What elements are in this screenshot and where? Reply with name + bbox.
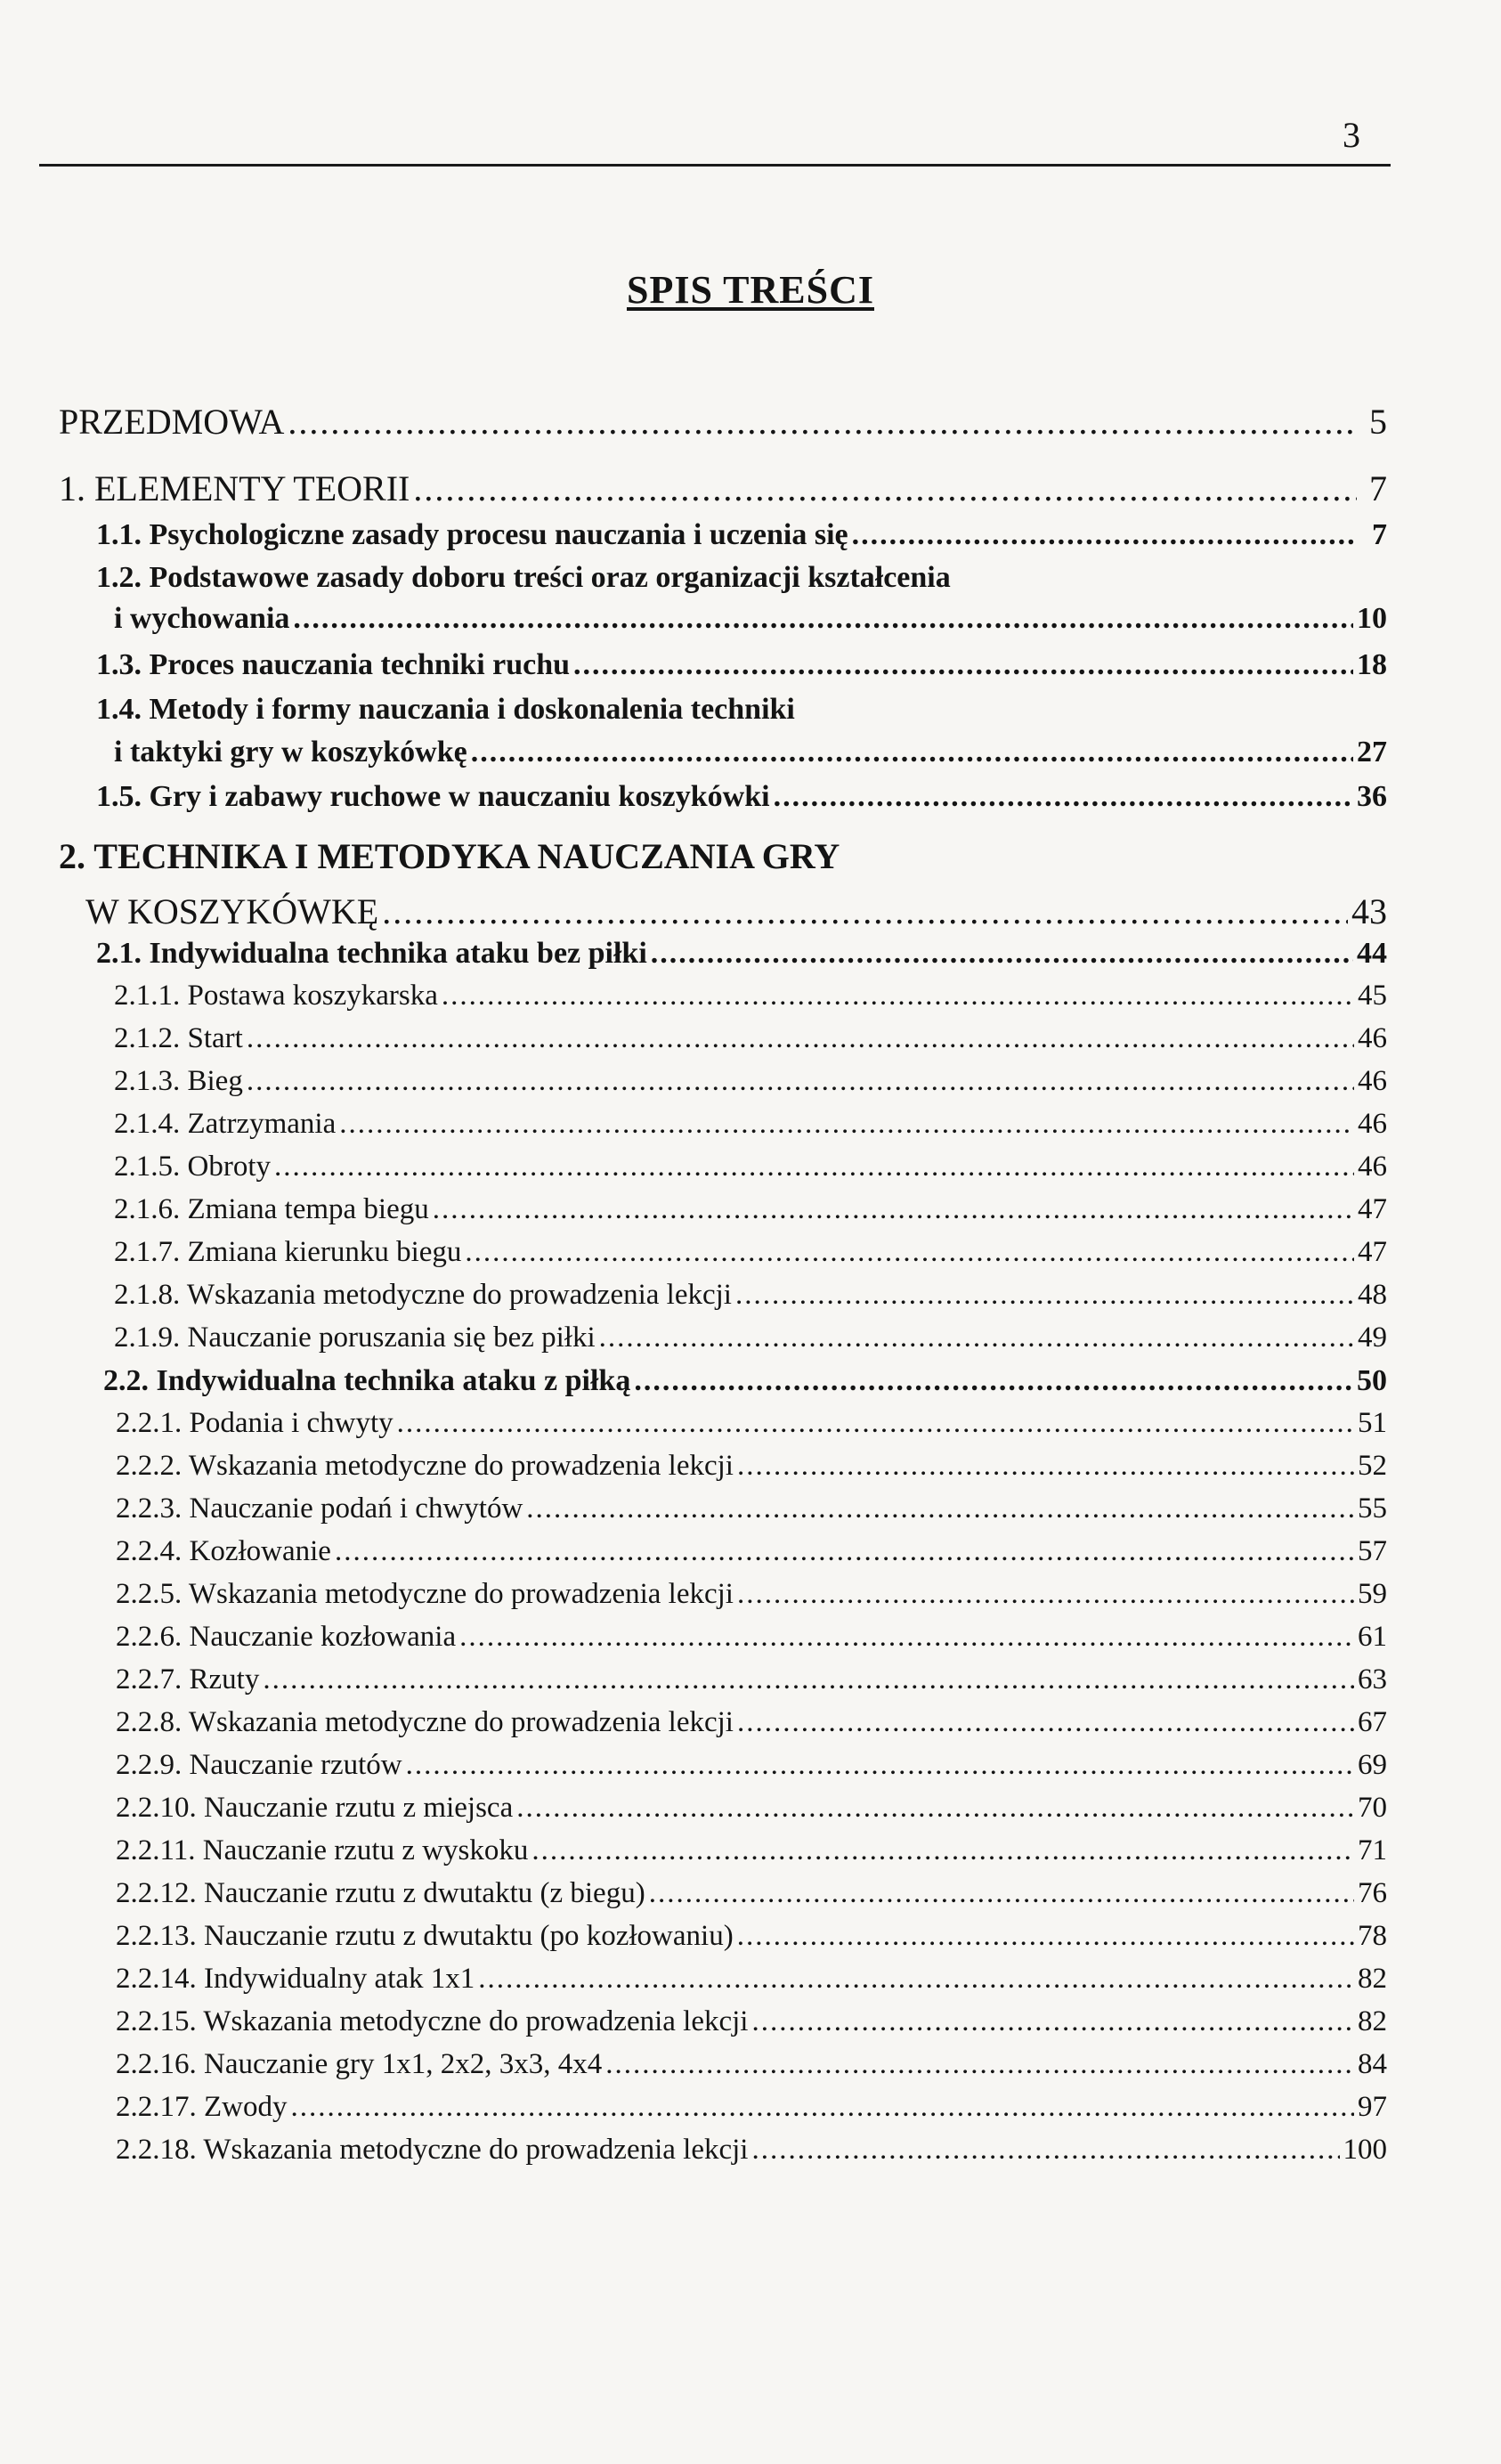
toc-entry[interactable] xyxy=(116,1877,1387,1910)
toc-entry[interactable] xyxy=(96,518,1387,552)
toc-page-number: 46 xyxy=(1358,1108,1387,1140)
toc-page-number: 7 xyxy=(1369,468,1387,508)
toc-page-number: 76 xyxy=(1358,1877,1387,1909)
toc-page-number: 78 xyxy=(1358,1920,1387,1952)
toc-entry-label: 1.4. Metody i formy nauczania i doskonalenia techniki xyxy=(96,693,795,726)
dot-leader xyxy=(247,1065,1354,1098)
toc-entry[interactable] xyxy=(116,1450,1387,1483)
toc-entry[interactable] xyxy=(114,1151,1387,1183)
toc-entry-label: 2.2.12. Nauczanie rzutu z dwutaktu (z biegu) xyxy=(116,1877,645,1909)
toc-entry[interactable] xyxy=(116,2005,1387,2038)
toc-entry-label: 2. TECHNIKA I METODYKA NAUCZANIA GRY xyxy=(59,836,840,876)
toc-entry[interactable] xyxy=(116,1663,1387,1696)
toc-page-number: 46 xyxy=(1358,1065,1387,1097)
toc-entry[interactable] xyxy=(59,468,1387,509)
dot-leader xyxy=(526,1492,1354,1525)
toc-page-number: 48 xyxy=(1358,1279,1387,1311)
toc-entry-label: 2.2.14. Indywidualny atak 1x1 xyxy=(116,1963,475,1995)
toc-page-number: 70 xyxy=(1358,1792,1387,1824)
toc-entry[interactable] xyxy=(114,1022,1387,1055)
dot-leader xyxy=(288,401,1357,443)
toc-page-number: 97 xyxy=(1358,2091,1387,2123)
dot-leader xyxy=(471,736,1353,769)
toc-entry[interactable] xyxy=(114,1279,1387,1312)
dot-leader xyxy=(335,1535,1354,1568)
toc-entry[interactable] xyxy=(116,1492,1387,1525)
toc-page-number: 52 xyxy=(1358,1450,1387,1482)
dot-leader xyxy=(774,780,1353,814)
toc-entry[interactable] xyxy=(116,1578,1387,1611)
toc-entry[interactable] xyxy=(59,401,1387,443)
dot-leader xyxy=(478,1963,1354,1996)
toc-page-number: 44 xyxy=(1357,937,1387,970)
toc-entry[interactable] xyxy=(116,2134,1387,2167)
toc-entry[interactable] xyxy=(114,980,1387,1012)
toc-entry[interactable] xyxy=(114,1065,1387,1098)
toc-entry[interactable] xyxy=(114,1236,1387,1269)
toc-entry[interactable] xyxy=(116,1621,1387,1654)
toc-entry[interactable] xyxy=(116,2091,1387,2124)
toc-entry[interactable] xyxy=(116,1792,1387,1825)
toc-page-number: 43 xyxy=(1351,891,1387,931)
dot-leader xyxy=(382,890,1348,932)
toc-entry-label: 1. ELEMENTY TEORII xyxy=(59,468,410,508)
dot-leader xyxy=(634,1364,1353,1398)
toc-entry[interactable] xyxy=(114,602,1387,636)
dot-leader xyxy=(413,468,1357,509)
toc-entry-label: 2.2.9. Nauczanie rzutów xyxy=(116,1749,402,1781)
toc-entry[interactable] xyxy=(114,1193,1387,1226)
toc-entry[interactable] xyxy=(103,1364,1387,1398)
dot-leader xyxy=(573,648,1353,682)
dot-leader xyxy=(751,2134,1339,2167)
toc-page-number: 82 xyxy=(1358,2005,1387,2037)
toc-entry-label: 1.3. Proces nauczania techniki ruchu xyxy=(96,648,571,681)
toc-page-number: 10 xyxy=(1357,602,1387,635)
toc-entry[interactable] xyxy=(116,1963,1387,1996)
toc-entry[interactable] xyxy=(116,2048,1387,2081)
toc-entry[interactable] xyxy=(96,648,1387,682)
toc-entry-label: 2.2.2. Wskazania metodyczne do prowadzenia lekcji xyxy=(116,1450,734,1482)
dot-leader xyxy=(651,937,1353,971)
toc-page-number: 69 xyxy=(1358,1749,1387,1781)
toc-entry[interactable] xyxy=(116,1920,1387,1953)
page-number: 3 xyxy=(1343,115,1360,155)
toc-entry-label: 1.5. Gry i zabawy ruchowe w nauczaniu koszykówki xyxy=(96,780,770,813)
toc-entry[interactable] xyxy=(85,890,1387,932)
toc-page-number: 46 xyxy=(1358,1151,1387,1183)
toc-page-number: 100 xyxy=(1343,2134,1387,2166)
toc-entry-label: PRZEDMOWA xyxy=(59,402,285,442)
toc-entry-label: 2.2.6. Nauczanie kozłowania xyxy=(116,1621,457,1653)
toc-page-number: 47 xyxy=(1358,1236,1387,1268)
toc-entry-label: 2.2.13. Nauczanie rzutu z dwutaktu (po kozłowaniu) xyxy=(116,1920,734,1952)
dot-leader xyxy=(599,1321,1354,1354)
dot-leader xyxy=(293,602,1353,636)
toc-entry-label: 2.1.7. Zmiana kierunku biegu xyxy=(114,1236,462,1268)
toc-page-number: 45 xyxy=(1358,980,1387,1012)
dot-leader xyxy=(516,1792,1354,1825)
toc-entry-label: 1.1. Psychologiczne zasady procesu nauczania i uczenia się xyxy=(96,518,848,551)
dot-leader xyxy=(531,1834,1354,1867)
dot-leader xyxy=(433,1193,1354,1226)
toc-entry-label: 2.2.4. Kozłowanie xyxy=(116,1535,331,1567)
toc-entry[interactable] xyxy=(114,1321,1387,1354)
toc-entry[interactable] xyxy=(114,736,1387,769)
toc-page-number: 36 xyxy=(1357,780,1387,813)
dot-leader xyxy=(737,1450,1354,1483)
toc-entry-label: 1.2. Podstawowe zasady doboru treści oraz organizacji kształcenia xyxy=(96,561,951,594)
dot-leader xyxy=(247,1022,1354,1055)
dot-leader xyxy=(459,1621,1354,1654)
toc-page-number: 5 xyxy=(1369,402,1387,442)
toc-page-number: 46 xyxy=(1358,1022,1387,1054)
toc-page-number: 67 xyxy=(1358,1706,1387,1738)
dot-leader xyxy=(397,1407,1354,1440)
dot-leader xyxy=(735,1279,1354,1312)
toc-page-number: 84 xyxy=(1358,2048,1387,2080)
toc-page-number: 59 xyxy=(1358,1578,1387,1610)
dot-leader xyxy=(737,1920,1354,1953)
toc-entry-label: 2.2.1. Podania i chwyty xyxy=(116,1407,394,1439)
toc-entry[interactable] xyxy=(116,1535,1387,1568)
dot-leader xyxy=(406,1749,1354,1782)
toc-page-number: 27 xyxy=(1357,736,1387,768)
toc-entry-label: 2.2.3. Nauczanie podań i chwytów xyxy=(116,1492,523,1525)
toc-entry-label: 2.2.10. Nauczanie rzutu z miejsca xyxy=(116,1792,514,1824)
toc-page-number: 49 xyxy=(1358,1321,1387,1354)
toc-page-number: 47 xyxy=(1358,1193,1387,1225)
toc-page-number: 71 xyxy=(1358,1834,1387,1866)
toc-entry-label: 2.1.9. Nauczanie poruszania się bez piłki xyxy=(114,1321,596,1354)
toc-entry-label: 2.2. Indywidualna technika ataku z piłką xyxy=(103,1364,631,1397)
toc-entry-label: 2.1.8. Wskazania metodyczne do prowadzenia lekcji xyxy=(114,1279,732,1311)
toc-page-number: 82 xyxy=(1358,1963,1387,1995)
toc-entry-label: 2.1.3. Bieg xyxy=(114,1065,243,1097)
dot-leader xyxy=(737,1706,1354,1739)
toc-page-number: 7 xyxy=(1372,518,1387,551)
toc-entry-label: 2.2.18. Wskazania metodyczne do prowadzenia lekcji xyxy=(116,2134,749,2166)
dot-leader xyxy=(605,2048,1354,2081)
toc-entry[interactable] xyxy=(116,1706,1387,1739)
toc-entry-label: 2.2.17. Zwody xyxy=(116,2091,288,2123)
dot-leader xyxy=(649,1877,1354,1910)
toc-entry-label: 2.2.15. Wskazania metodyczne do prowadzenia lekcji xyxy=(116,2005,749,2037)
toc-page-number: 55 xyxy=(1358,1492,1387,1525)
toc-page-number: 61 xyxy=(1358,1621,1387,1653)
toc-page-number: 63 xyxy=(1358,1663,1387,1696)
toc-title: SPIS TREŚCI xyxy=(627,268,874,312)
toc-entry[interactable] xyxy=(116,1407,1387,1440)
toc-entry-label: 2.1. Indywidualna technika ataku bez piłki xyxy=(96,937,647,970)
toc-entry-label: 2.1.4. Zatrzymania xyxy=(114,1108,337,1140)
dot-leader xyxy=(263,1663,1354,1696)
toc-entry[interactable] xyxy=(96,780,1387,814)
toc-entry-label: 2.2.5. Wskazania metodyczne do prowadzenia lekcji xyxy=(116,1578,734,1610)
toc-entry-label-continuation: W KOSZYKÓWKĘ xyxy=(85,891,379,931)
toc-entry-label: 2.2.8. Wskazania metodyczne do prowadzenia lekcji xyxy=(116,1706,734,1738)
toc-page-number: 50 xyxy=(1357,1364,1387,1397)
toc-entry-label-continuation: i wychowania xyxy=(114,602,290,635)
toc-entry-label: 2.1.5. Obroty xyxy=(114,1151,271,1183)
toc-entry-label: 2.2.7. Rzuty xyxy=(116,1663,260,1696)
dot-leader xyxy=(274,1151,1354,1183)
dot-leader xyxy=(465,1236,1354,1269)
dot-leader xyxy=(442,980,1354,1012)
toc-entry-label: 2.1.2. Start xyxy=(114,1022,243,1054)
toc-entry-label: 2.2.11. Nauczanie rzutu z wyskoku xyxy=(116,1834,529,1866)
toc-entry[interactable] xyxy=(116,1834,1387,1867)
toc-entry-label: 2.1.1. Postawa koszykarska xyxy=(114,980,438,1012)
toc-entry[interactable] xyxy=(114,1108,1387,1141)
dot-leader xyxy=(751,2005,1354,2038)
toc-entry[interactable] xyxy=(116,1749,1387,1782)
dot-leader xyxy=(339,1108,1354,1141)
toc-page-number: 51 xyxy=(1358,1407,1387,1439)
toc-entry-label: 2.1.6. Zmiana tempa biegu xyxy=(114,1193,429,1225)
toc-entry-label-continuation: i taktyki gry w koszykówkę xyxy=(114,736,467,768)
dot-leader xyxy=(291,2091,1355,2124)
toc-entry[interactable] xyxy=(96,937,1387,971)
dot-leader xyxy=(737,1578,1354,1611)
toc-entry-label: 2.2.16. Nauczanie gry 1x1, 2x2, 3x3, 4x4 xyxy=(116,2048,603,2080)
toc-page-number: 18 xyxy=(1357,648,1387,681)
dot-leader xyxy=(852,518,1357,552)
toc-page-number: 57 xyxy=(1358,1535,1387,1567)
